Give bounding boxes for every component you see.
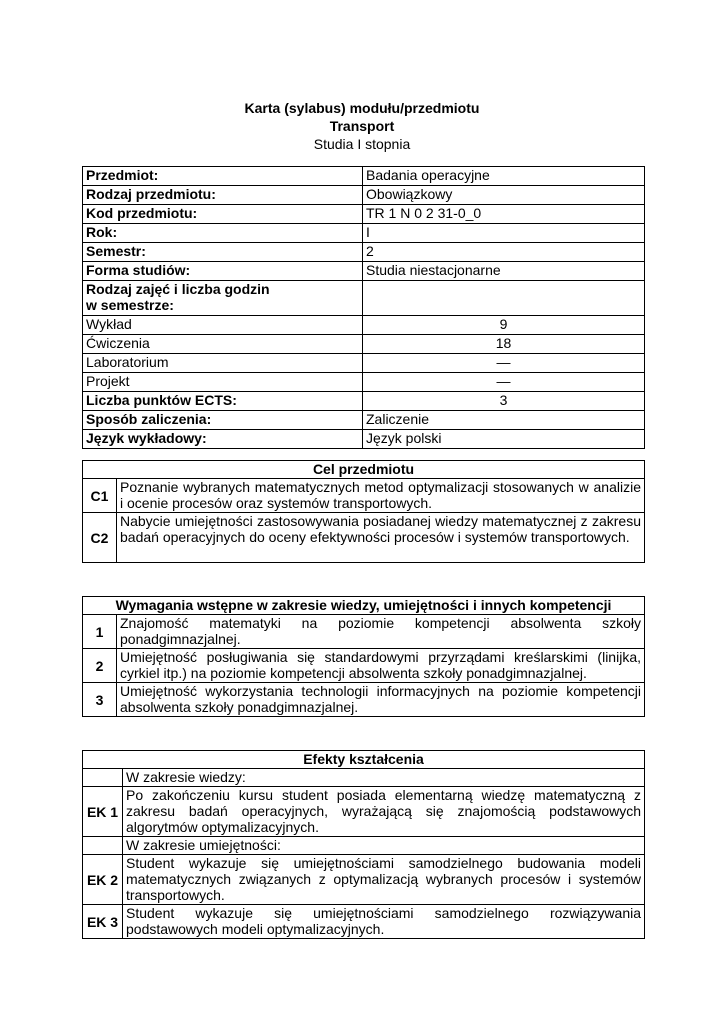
table-row	[83, 837, 645, 855]
assessment-value: Zaliczenie	[363, 411, 645, 430]
outcome-text: Po zakończeniu kursu student posiada elementarną wiedzę matematyczną z zakresu badań operacyjnych, wyrażającą się znajomością podstawowych algorytmów optymalizacyjnych.	[123, 787, 645, 837]
prerequisites-title: Wymagania wstępne w zakresie wiedzy, umiejętności i innych kompetencji	[83, 597, 645, 615]
class-hours-label	[83, 281, 363, 316]
prerequisite-number: 3	[83, 683, 117, 717]
table-row	[83, 392, 645, 411]
prerequisite-text: Umiejętność wykorzystania technologii informacyjnych na poziomie kompetencji absolwenta szkoły ponadgimnazjalnej.	[117, 683, 645, 717]
outcomes-title: Efekty kształcenia	[83, 751, 645, 769]
table-row	[83, 335, 645, 354]
table-row	[83, 649, 645, 683]
outcome-text: Student wykazuje się umiejętnościami samodzielnego rozwiązywania podstawowych modeli optymalizacyjnych.	[123, 905, 645, 939]
project-hours: —	[363, 373, 645, 392]
table-row	[83, 411, 645, 430]
subject-type-value: Obowiązkowy	[363, 186, 645, 205]
table-row	[83, 905, 645, 939]
table-row	[83, 243, 645, 262]
subject-code-label: Kod przedmiotu:	[83, 205, 363, 224]
table-row	[83, 262, 645, 281]
course-goals-table	[82, 460, 645, 563]
table-row	[83, 354, 645, 373]
class-hours-label-line2: w semestrze:	[86, 297, 174, 313]
table-row	[83, 855, 645, 905]
table-row	[83, 430, 645, 449]
laboratory-hours: —	[363, 354, 645, 373]
table-row	[83, 479, 645, 513]
goals-title: Cel przedmiotu	[83, 461, 645, 479]
document-header	[0, 99, 724, 153]
subject-value: Badania operacyjne	[363, 167, 645, 186]
document-title: Karta (sylabus) modułu/przedmiotu	[244, 100, 480, 116]
table-row	[83, 316, 645, 335]
course-info-table	[82, 166, 645, 449]
study-level: Studia I stopnia	[313, 136, 411, 152]
ects-label: Liczba punktów ECTS:	[83, 392, 363, 411]
language-label: Język wykładowy:	[83, 430, 363, 449]
ects-value: 3	[363, 392, 645, 411]
study-form-label: Forma studiów:	[83, 262, 363, 281]
prerequisites-table	[82, 596, 645, 717]
table-row	[83, 615, 645, 649]
exercises-label: Ćwiczenia	[83, 335, 363, 354]
assessment-label: Sposób zaliczenia:	[83, 411, 363, 430]
language-value: Język polski	[363, 430, 645, 449]
goal-code: C1	[83, 479, 117, 513]
year-label: Rok:	[83, 224, 363, 243]
semester-label: Semestr:	[83, 243, 363, 262]
table-row	[83, 373, 645, 392]
goal-text: Nabycie umiejętności zastosowywania posiadanej wiedzy matematycznej z zakresu badań operacyjnych do oceny efektywności procesów i systemów transportowych.	[117, 513, 645, 563]
table-row	[83, 167, 645, 186]
prerequisite-text: Umiejętność posługiwania się standardowymi przyrządami kreślarskimi (linijka, cyrkiel itp.) na poziomie kompetencji absolwenta szkoły ponadgimnazjalnej.	[117, 649, 645, 683]
table-row	[83, 224, 645, 243]
table-row	[83, 186, 645, 205]
outcome-code: EK 3	[83, 905, 123, 939]
outcome-code: EK 2	[83, 855, 123, 905]
year-value: I	[363, 224, 645, 243]
outcome-code: EK 1	[83, 787, 123, 837]
table-row	[83, 597, 645, 615]
table-row	[83, 281, 645, 316]
goal-code: C2	[83, 513, 117, 563]
empty-cell	[83, 837, 123, 855]
prerequisite-number: 1	[83, 615, 117, 649]
lecture-hours: 9	[363, 316, 645, 335]
field-of-study: Transport	[329, 118, 395, 134]
knowledge-section-label: W zakresie wiedzy:	[123, 769, 645, 787]
outcome-text: Student wykazuje się umiejętnościami samodzielnego budowania modeli matematycznych związanych z optymalizacją wybranych procesów i systemów transportowych.	[123, 855, 645, 905]
skills-section-label: W zakresie umiejętności:	[123, 837, 645, 855]
table-row	[83, 751, 645, 769]
table-row	[83, 205, 645, 224]
prerequisite-text: Znajomość matematyki na poziomie kompetencji absolwenta szkoły ponadgimnazjalnej.	[117, 615, 645, 649]
class-hours-label-line1: Rodzaj zajęć i liczba godzin	[86, 281, 270, 297]
lecture-label: Wykład	[83, 316, 363, 335]
prerequisite-number: 2	[83, 649, 117, 683]
study-form-value: Studia niestacjonarne	[363, 262, 645, 281]
table-row	[83, 513, 645, 563]
table-row	[83, 769, 645, 787]
project-label: Projekt	[83, 373, 363, 392]
table-row	[83, 787, 645, 837]
subject-type-label: Rodzaj przedmiotu:	[83, 186, 363, 205]
semester-value: 2	[363, 243, 645, 262]
table-row	[83, 461, 645, 479]
table-row	[83, 683, 645, 717]
empty-cell	[83, 769, 123, 787]
learning-outcomes-table	[82, 750, 645, 939]
goal-text: Poznanie wybranych matematycznych metod optymalizacji stosowanych w analizie i ocenie procesów oraz systemów transportowych.	[117, 479, 645, 513]
subject-label: Przedmiot:	[83, 167, 363, 186]
class-hours-empty	[363, 281, 645, 316]
exercises-hours: 18	[363, 335, 645, 354]
laboratory-label: Laboratorium	[83, 354, 363, 373]
subject-code-value: TR 1 N 0 2 31-0_0	[363, 205, 645, 224]
